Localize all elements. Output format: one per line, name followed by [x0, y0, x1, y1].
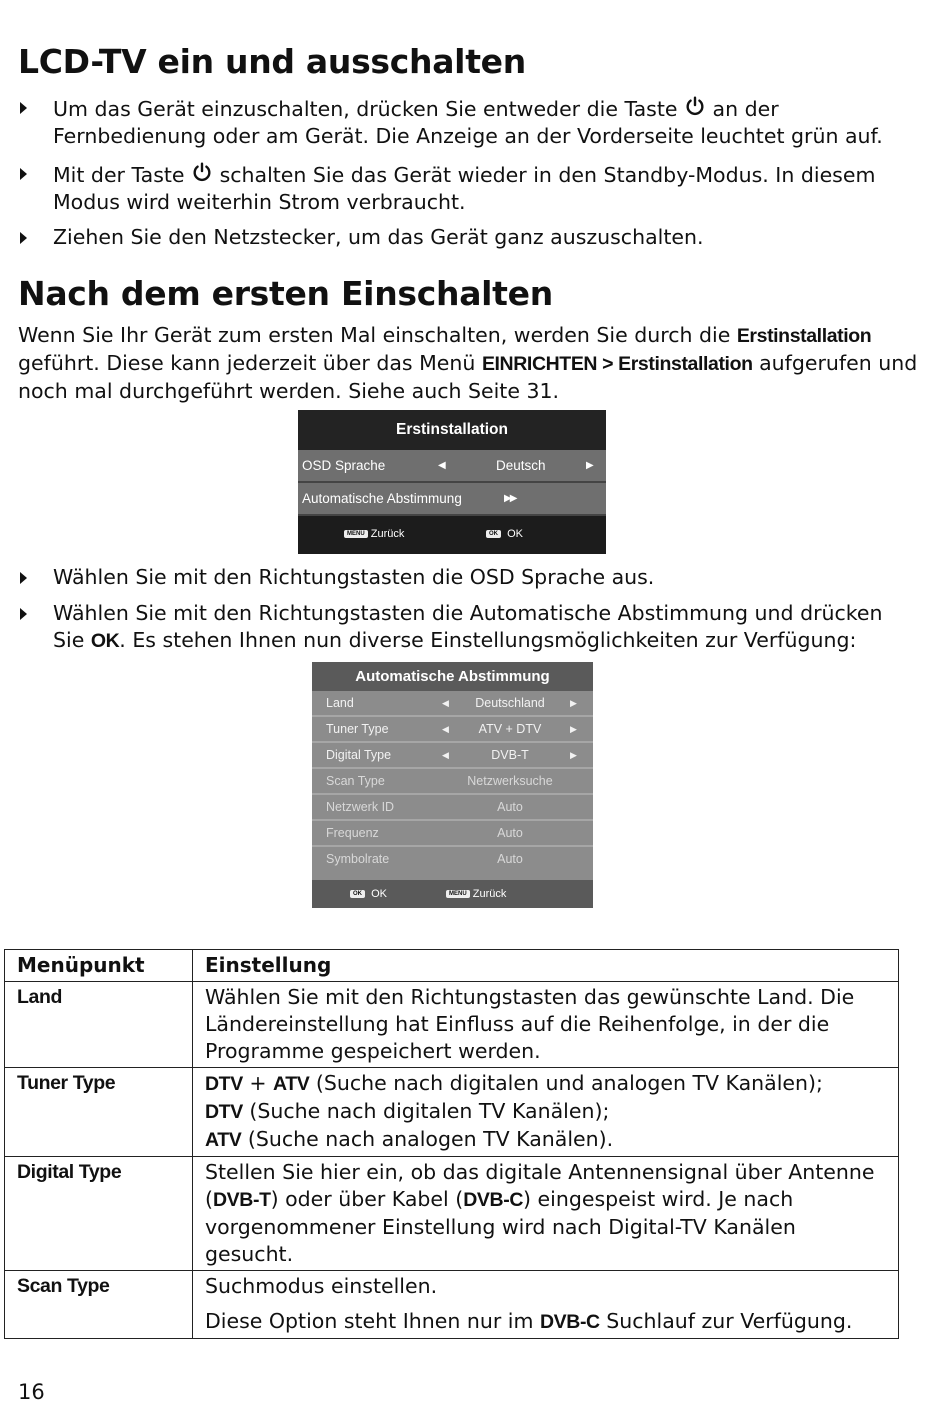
bullet-unplug: Ziehen Sie den Netzstecker, um das Gerät ganz auszuschalten.: [18, 224, 898, 251]
screen-footer: MENU Zurück OK OK: [298, 516, 606, 554]
digital-type-row: Digital Type ◀ DVB-T ▶: [312, 743, 593, 769]
settings-table: [4, 949, 899, 1339]
menu-item-cell: Tuner Type: [5, 1068, 193, 1157]
heading-power: LCD-TV ein und ausschalten: [18, 42, 526, 81]
power-icon: [684, 94, 706, 118]
intro-paragraph: Wenn Sie Ihr Gerät zum ersten Mal einschalten, werden Sie durch die Erstinstallation geführt. Diese kann jederzeit über das Menü EINRICHTEN > Erstinstallation aufgerufen und noch mal durchgeführt werden. Siehe auch Seite 31.: [18, 323, 918, 403]
table-row: [5, 1068, 899, 1157]
setting-cell: Stellen Sie hier ein, ob das digitale Antennensignal über Antenne (DVB-T) oder über Kabel (DVB-C) eingespeist wird. Je nach vorgenommener Einstellung wird nach Digital-TV Kanälen gesucht.: [193, 1157, 899, 1271]
network-id-row: Netzwerk ID Auto: [312, 795, 593, 821]
table-row: [5, 1157, 899, 1271]
table-header-row: [5, 950, 899, 982]
screen-title: Automatische Abstimmung: [312, 662, 593, 691]
menu-item-cell: Land: [5, 982, 193, 1068]
screenshot-erstinstallation: [298, 410, 606, 554]
left-arrow-icon: ◀: [442, 698, 449, 708]
screen-title: Erstinstallation: [298, 410, 606, 450]
screenshot-auto-tuning: [312, 662, 593, 908]
bullet-power-on: Um das Gerät einzuschalten, drücken Sie entweder die Taste an der Fernbedienung oder am Gerät. Die Anzeige an der Vorderseite leuchtet grün auf.: [18, 94, 898, 150]
bullet-standby: Mit der Taste schalten Sie das Gerät wieder in den Standby-Modus. In diesem Modus wird weiterhin Strom verbraucht.: [18, 160, 898, 216]
fast-forward-icon: ▶▶: [504, 493, 516, 504]
setting-cell: DTV + ATV (Suche nach digitalen und analogen TV Kanälen); DTV (Suche nach digitalen TV Kanälen); ATV (Suche nach analogen TV Kanälen).: [193, 1068, 899, 1157]
left-arrow-icon: ◀: [438, 460, 446, 471]
osd-language-row: OSD Sprache ◀ Deutsch ▶: [298, 450, 606, 483]
page-number: 16: [18, 1380, 45, 1404]
table-row: [5, 982, 899, 1068]
screen-footer: OK OK MENU Zurück: [312, 880, 593, 908]
symbol-rate-row: Symbolrate Auto: [326, 852, 523, 866]
power-icon: [191, 160, 213, 184]
frequency-row: Frequenz Auto: [312, 821, 593, 847]
menu-key-icon: MENU: [344, 530, 368, 538]
menu-item-cell: Digital Type: [5, 1157, 193, 1271]
right-arrow-icon: ▶: [570, 698, 577, 708]
bullet-arrow-icon: [20, 168, 27, 180]
left-arrow-icon: ◀: [442, 724, 449, 734]
ok-key-icon: OK: [350, 890, 365, 898]
setting-cell: Wählen Sie mit den Richtungstasten das gewünschte Land. Die Ländereinstellung hat Einfluss auf die Reihenfolge, in der die Programme gespeichert werden.: [193, 982, 899, 1068]
bullet-select-language: Wählen Sie mit den Richtungstasten die OSD Sprache aus.: [18, 564, 898, 591]
scan-type-row: Scan Type Netzwerksuche: [312, 769, 593, 795]
tuner-type-row: Tuner Type ◀ ATV + DTV ▶: [312, 717, 593, 743]
menu-key-icon: MENU: [446, 890, 470, 898]
auto-tuning-row: Automatische Abstimmung ▶▶: [298, 483, 606, 516]
column-header-menu-item: Menüpunkt: [5, 950, 193, 982]
column-header-setting: Einstellung: [193, 950, 899, 982]
table-row: [5, 1271, 899, 1339]
bullet-auto-tuning: Wählen Sie mit den Richtungstasten die Automatische Abstimmung und drücken Sie OK. Es stehen Ihnen nun diverse Einstellungsmöglichkeiten zur Verfügung:: [18, 600, 898, 655]
right-arrow-icon: ▶: [570, 724, 577, 734]
right-arrow-icon: ▶: [570, 750, 577, 760]
left-arrow-icon: ◀: [442, 750, 449, 760]
menu-item-cell: Scan Type: [5, 1271, 193, 1339]
right-arrow-icon: ▶: [586, 460, 594, 471]
bullet-arrow-icon: [20, 102, 27, 114]
ok-key-icon: OK: [486, 530, 501, 538]
heading-first-start: Nach dem ersten Einschalten: [18, 274, 553, 313]
land-row: Land ◀ Deutschland ▶: [312, 691, 593, 717]
setting-cell: Suchmodus einstellen. Diese Option steht Ihnen nur im DVB-C Suchlauf zur Verfügung.: [193, 1271, 899, 1339]
bullet-arrow-icon: [20, 608, 27, 620]
bullet-arrow-icon: [20, 232, 27, 244]
bullet-arrow-icon: [20, 572, 27, 584]
